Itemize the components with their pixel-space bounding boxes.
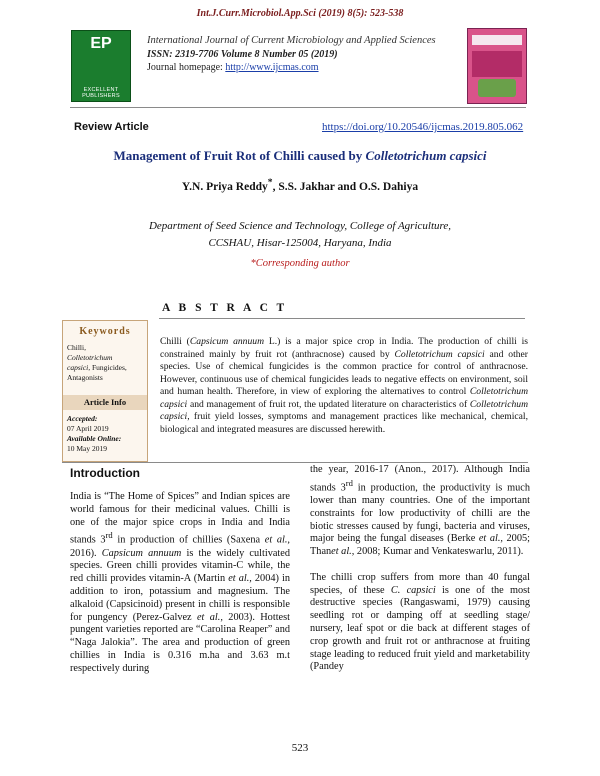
text-segment: the year, 2016-17 (Anon., 2017). Although India stands 3 [310,464,530,494]
corresponding-author-note: *Corresponding author [250,258,350,269]
citation-etal: et al., [264,534,291,546]
abstract-text [160,336,528,436]
text-segment: India is “The Home of Spices” and Indian spices are world famous for their medicinal values. Chilli is one of the major spice crops in India and India stands 3 [70,491,290,546]
article-type: Review Article [74,121,149,133]
abstract-bottom-divider [62,462,528,463]
abstract-species: Colletotrichum capsici [160,386,528,410]
keyword: Colletotrichum [67,353,113,362]
abstract-segment: L.) is a major spice crop in India. The production of chilli is constrained mainly by fruit rot (anthracnose) caused by [160,336,529,360]
keywords-list [67,343,145,383]
journal-cover-image [467,28,527,104]
header-divider [70,107,526,108]
homepage-link[interactable]: http://www.ijcmas.com [225,62,319,73]
citation-etal: et al., [478,533,503,545]
abstract-segment: and management of fruit rot, the updated literature on characteristics of [187,398,470,410]
abstract-segment: Chilli ( [160,336,190,347]
species-name: C. capsici [390,584,436,596]
logo-text: EXCELLENT PUBLISHERS [82,87,120,99]
body-column-right [310,464,530,674]
text-segment: in production of chillies (Saxena [112,534,265,546]
body-paragraph [310,464,530,559]
journal-info [147,35,457,73]
keyword: Antagonists [67,373,103,382]
text-segment: is one of the most destructive species (Rangaswami, 1979) causing seedling rot or damping off at seedling stage/ nursery, leaf spot or die back at different stages of crop growth and fruit rot or anthracnose at fruiting stage leading to reduced fruit yield and marketability (Pandey [310,584,531,673]
author-list [0,177,600,193]
page-number: 523 [291,742,309,754]
issn-line: ISSN: 2319-7706 Volume 8 Number 05 (2019) [147,49,338,60]
keywords-heading: Keywords [79,326,131,337]
species-name: Capsicum annuum [101,547,182,559]
cover-title-band [472,35,522,45]
affiliation [0,218,600,252]
introduction-heading: Introduction [70,466,140,480]
abstract-divider [159,318,525,319]
abstract-segment: , fruit yield losses, symptoms and management practices like mechanical, chemical, biological and integrated measures are discussed herewith. [160,411,528,435]
superscript: rd [105,530,113,541]
corresponding-mark: * [267,177,273,188]
title-species: Colletotrichum capsici [365,148,487,163]
accepted-label: Accepted: [67,414,98,423]
keyword [67,363,145,373]
article-title [0,148,600,164]
journal-name: International Journal of Current Microbiology and Applied Sciences [147,35,436,46]
citation-etal: et al., [228,573,252,585]
cover-picture [478,79,516,97]
abstract-species: Capsicum annuum [189,336,265,347]
text-segment: is the widely cultivated species. Green chilli provides vitamin-C while, the red chilli provides vitamin-A (Martin [70,547,290,585]
abstract-species: Colletotrichum capsici [160,398,528,422]
article-sidebar [62,320,148,462]
text-segment: 2003). Hottest pungent varieties reported are “Carolina Reaper” and “Naga Jalokia”. The area and production of green chillies in India is 0.316 m.ha and 3.63 m.t respectively during [70,611,290,674]
abstract-species: Colletotrichum capsici [394,348,485,360]
superscript: rd [345,477,353,488]
text-segment: 2005; Than [310,533,530,558]
article-info-heading: Article Info [63,395,147,410]
body-paragraph [70,491,290,676]
citation-etal: et al., [196,611,223,623]
text-segment: The chilli crop suffers from more than 40 fungal species, of these [310,571,530,596]
citation-etal: et al., [331,546,355,558]
affiliation-line: CCSHAU, Hisar-125004, Haryana, India [208,237,392,249]
homepage-line [147,62,457,73]
abstract-segment: and other species. Use of chemical fungicides is the common practice for control of anthracnose. However, continuous use of chemical fungicides leads to negative effects on environment, soil and human health. Therefore, in view of exploring the alternatives to control [160,348,528,397]
other-authors: , S.S. Jakhar and O.S. Dahiya [272,180,419,193]
first-author: Y.N. Priya Reddy [181,180,268,193]
cover-panel [472,51,522,77]
text-segment: 2008; Kumar and Venkateswarlu, 2011). [354,546,524,558]
body-paragraph [310,572,530,674]
online-label: Available Online: [67,434,122,443]
homepage-label: Journal homepage: [147,62,226,73]
online-date: 10 May 2019 [67,444,107,453]
article-info-dates [67,414,145,454]
title-text: Management of Fruit Rot of Chilli caused by [113,148,366,163]
body-column-left [70,491,290,676]
affiliation-line: Department of Seed Science and Technology, College of Agriculture, [148,220,452,232]
publisher-logo [71,30,131,102]
logo-letters: EP [90,35,112,52]
text-segment: in production, the productivity is much lower than many countries. One of the important constraints for low productivity of chilli are the biotic stresses caused by fungi, bacteria and viruses, major being the fungal diseases (Berke [310,482,530,545]
text-segment: 2004) in addition to iron, potassium and magnesium. The alkaloid (Capsicinoid) present in chilli is responsible for pungency (Perez-Galvez [70,573,290,623]
keyword-italic: capsici, [67,363,91,372]
abstract-heading: A B S T R A C T [162,302,288,314]
doi-link[interactable]: https://doi.org/10.20546/ijcmas.2019.805.062 [322,121,524,133]
running-header-citation: Int.J.Curr.Microbiol.App.Sci (2019) 8(5): 523-538 [196,8,404,19]
keyword: Chilli, [67,343,86,352]
keyword-inline: Fungicides, [92,363,127,372]
accepted-date: 07 April 2019 [67,424,109,433]
text-segment: 2016). [70,547,102,559]
